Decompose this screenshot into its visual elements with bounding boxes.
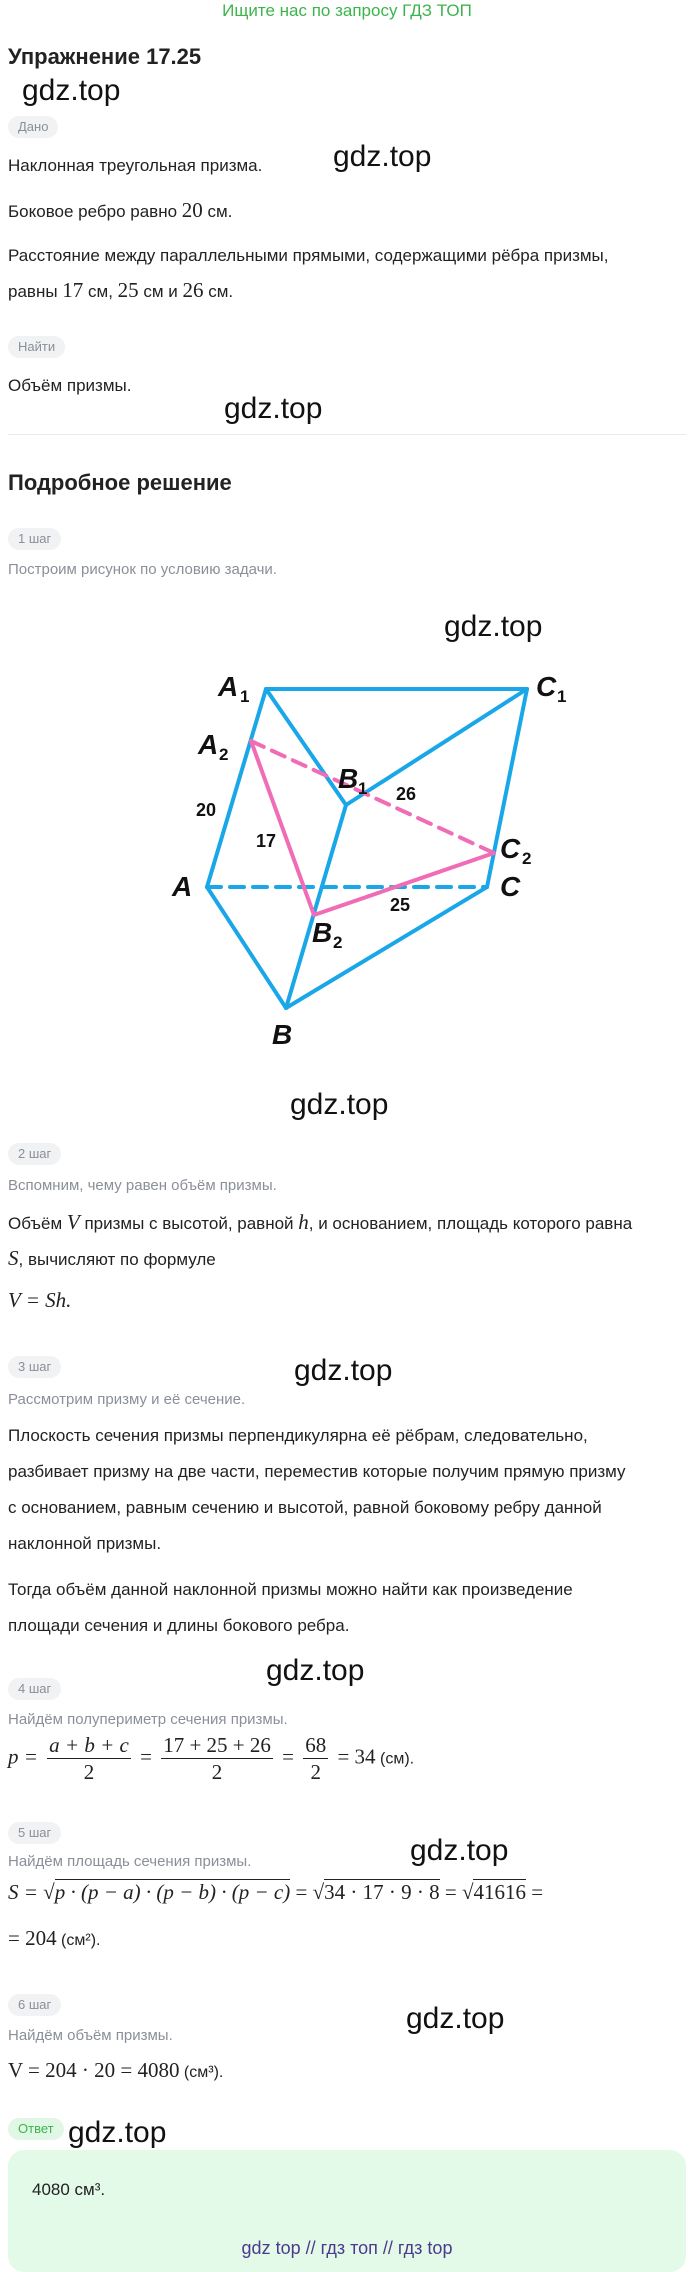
step-5-formula-line-2: = 204 (см²). <box>8 1926 101 1950</box>
label-20: 20 <box>196 800 217 820</box>
label-17: 17 <box>256 831 277 851</box>
step-2-line-1: Объём V призмы с высотой, равной h, и основанием, площадь которого равна <box>8 1210 633 1234</box>
answer-badge: Ответ <box>8 2118 64 2140</box>
watermark: gdz.top <box>68 2116 167 2149</box>
label-a1: A <box>218 671 239 702</box>
label-c: C <box>500 871 521 902</box>
watermark: gdz.top <box>406 2002 505 2035</box>
footer-links[interactable]: gdz top // гдз топ // гдз top <box>241 2238 453 2258</box>
step-5-formula-line-1: S = √p · (p − a) · (p − b) · (p − c) = √34 · 17 · 9 · 8 = √41616 = <box>8 1880 544 1904</box>
watermark: gdz.top <box>266 1654 365 1687</box>
find-text: Объём призмы. <box>8 376 132 395</box>
watermark: gdz.top <box>333 140 432 173</box>
watermark: gdz.top <box>444 610 543 643</box>
step-3-paragraph-2-line: площади сечения и длины бокового ребра. <box>8 1616 350 1635</box>
step-1-hint: Построим рисунок по условию задачи. <box>8 561 277 578</box>
step-2-badge: 2 шаг <box>8 1143 61 1165</box>
label-b: B <box>272 1019 293 1050</box>
label-b1-sub: 1 <box>358 779 368 798</box>
label-26: 26 <box>396 784 417 804</box>
edge-ab <box>207 887 286 1008</box>
step-6-formula: V = 204 · 20 = 4080 (см³). <box>8 2058 224 2082</box>
label-c2: C <box>500 833 521 864</box>
step-5-badge: 5 шаг <box>8 1822 61 1844</box>
given-badge: Дано <box>8 116 58 138</box>
watermark: gdz.top <box>294 1354 393 1387</box>
given-line-2: Боковое ребро равно 20 см. <box>8 198 233 222</box>
step-3-hint: Рассмотрим призму и её сечение. <box>8 1391 246 1408</box>
search-banner[interactable]: Ищите нас по запросу ГДЗ ТОП <box>222 1 472 20</box>
given-line-3a: Расстояние между параллельными прямыми, содержащими рёбра призмы, <box>8 246 609 265</box>
answer-text: 4080 см³. <box>32 2180 106 2199</box>
watermark: gdz.top <box>410 1834 509 1867</box>
step-4-formula: p = $\frac{a + b + c}{2}$ = $\frac{17 + 25 + 26}{2}$ = $\frac{68}{2}$ = 34 (см). <box>8 1733 415 1784</box>
step-3-paragraph-2-line: Тогда объём данной наклонной призмы можно найти как произведение <box>8 1580 573 1599</box>
label-c1-sub: 1 <box>557 687 567 706</box>
edge-b1c1 <box>346 689 527 805</box>
step-2-line-2: S, вычисляют по формуле <box>8 1246 216 1270</box>
solution-title: Подробное решение <box>8 470 232 495</box>
step-4-badge: 4 шаг <box>8 1678 61 1700</box>
watermark: gdz.top <box>290 1088 389 1121</box>
exercise-title: Упражнение 17.25 <box>8 44 202 69</box>
find-badge: Найти <box>8 336 65 358</box>
step-1-badge: 1 шаг <box>8 528 61 550</box>
step-4-hint: Найдём полупериметр сечения призмы. <box>8 1711 288 1728</box>
label-a1-sub: 1 <box>240 687 250 706</box>
step-2-formula: V = Sh. <box>8 1288 72 1312</box>
label-b2-sub: 2 <box>333 933 343 952</box>
label-b1: B <box>338 763 359 794</box>
step-3-paragraph-1-line: Плоскость сечения призмы перпендикулярна её рёбрам, следовательно, <box>8 1426 588 1445</box>
step-2-hint: Вспомним, чему равен объём призмы. <box>8 1177 277 1194</box>
prism-figure <box>0 640 694 1060</box>
step-5-hint: Найдём площадь сечения призмы. <box>8 1853 252 1870</box>
given-line-3b: равны 17 см, 25 см и 26 см. <box>8 278 234 302</box>
step-3-paragraph-1-line: разбивает призму на две части, переместив которые получим прямую призму <box>8 1462 626 1481</box>
label-a2-sub: 2 <box>219 745 229 764</box>
label-b2: B <box>312 917 333 948</box>
label-25: 25 <box>390 895 411 915</box>
label-a: A <box>172 871 193 902</box>
watermark: gdz.top <box>224 392 323 425</box>
given-line-1: Наклонная треугольная призма. <box>8 156 263 175</box>
label-c1: C <box>536 671 557 702</box>
step-6-hint: Найдём объём призмы. <box>8 2027 173 2044</box>
step-3-paragraph-1-line: с основанием, равным сечению и высотой, равной боковому ребру данной <box>8 1498 602 1517</box>
label-c2-sub: 2 <box>522 849 532 868</box>
watermark: gdz.top <box>22 74 121 107</box>
edge-a1b1 <box>266 689 346 805</box>
edge-a1a <box>207 689 266 887</box>
step-3-paragraph-1-line: наклонной призмы. <box>8 1534 162 1553</box>
step-6-badge: 6 шаг <box>8 1994 61 2016</box>
divider <box>8 434 686 435</box>
step-3-badge: 3 шаг <box>8 1356 61 1378</box>
label-a2: A <box>198 729 219 760</box>
